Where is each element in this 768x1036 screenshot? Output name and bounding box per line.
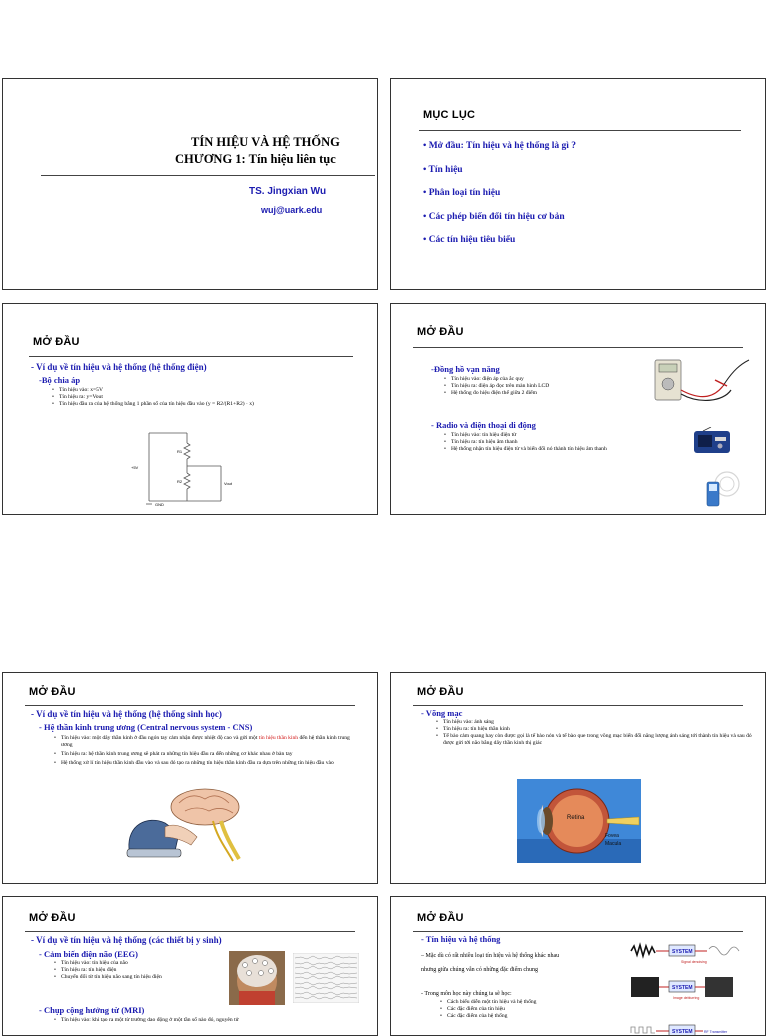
- contents-item: • Mở đầu: Tín hiệu và hệ thống là gì ?: [423, 141, 577, 151]
- heading-rule: [29, 356, 353, 357]
- bullet-item: • Tín hiệu vào: tín hiệu điện từ: [451, 432, 701, 439]
- contents-item: • Phân loại tín hiệu: [423, 188, 501, 198]
- retina-label: Retina: [567, 815, 585, 821]
- system-box-label: SYSTEM: [672, 1029, 693, 1035]
- bullet-item: [61, 735, 361, 749]
- bullet-list: [51, 735, 361, 767]
- signals-heading: - Tín hiệu và hệ thống: [421, 934, 501, 944]
- radio-image: [693, 427, 731, 455]
- circuit-vout-label: Vout: [224, 481, 233, 486]
- bullet-item: • Các đặc điểm của hệ thống: [447, 1013, 647, 1020]
- bullet-item: • Tín hiệu vào: tín hiệu của não: [61, 960, 241, 967]
- eye-anatomy-image: [517, 779, 641, 863]
- circuit-gnd-label: GND: [155, 502, 164, 507]
- divider-formula: (y = R2/(R1+R2) · x): [205, 401, 254, 407]
- bullet-item: • Tín hiệu ra: y=Vout: [59, 394, 359, 401]
- circuit-source-label: +5V: [131, 465, 139, 470]
- highlight-text: tín hiệu thần kinh: [258, 735, 299, 741]
- macula-label: Macula: [605, 841, 622, 847]
- diagram-caption: Image deblurring: [673, 996, 700, 1000]
- mri-bullets: [51, 1017, 361, 1024]
- slide-heading: MỤC LỤC: [423, 109, 476, 121]
- slide-biomedical: [2, 896, 378, 1036]
- heading-rule: [413, 931, 743, 932]
- example-heading: - Ví dụ về tín hiệu và hệ thống (các thiết bị y sinh): [31, 935, 222, 945]
- system-box-label: SYSTEM: [672, 949, 693, 955]
- author-email: wuj@uark.edu: [261, 205, 323, 215]
- multimeter-heading: -Đồng hồ vạn năng: [431, 364, 500, 374]
- example-subheading: - Hệ thần kinh trung ương (Central nervous system - CNS): [39, 722, 253, 732]
- mri-heading: - Chụp cộng hưởng từ (MRI): [39, 1005, 145, 1015]
- bullet-item: • Hệ thống đo hiệu điện thế giữa 2 điểm: [451, 390, 651, 397]
- slide-nervous-system: [2, 672, 378, 884]
- heading-rule: [25, 931, 355, 932]
- example-subheading: -Bộ chia áp: [39, 375, 81, 385]
- slide-retina: [390, 672, 766, 884]
- circuit-r2-label: R2: [177, 479, 183, 484]
- bullet-item: • Tín hiệu vào: khi tạo ra một từ trường dao động ở một tần số nào đó, nguyên tử: [61, 1017, 361, 1024]
- bullet-item: • Tín hiệu ra: hệ thần kinh trung ương sẽ phát ra những tín hiệu đầu ra đến những cơ khác nhau ở bàn tay: [61, 751, 361, 758]
- bullet-item: • Cách biểu diễn một tín hiệu và hệ thống: [447, 999, 647, 1006]
- contents-item: • Các tín hiệu tiêu biểu: [423, 235, 516, 245]
- bullet-text: đến hệ thần kinh trung ương: [61, 735, 350, 748]
- heading-rule: [419, 130, 741, 131]
- slide-heading: MỞ ĐẦU: [29, 686, 76, 698]
- bullet-item: • Tín hiệu ra: tín hiệu điện: [61, 967, 241, 974]
- author-name: TS. Jingxian Wu: [249, 186, 327, 197]
- bullet-item: • Các đặc điểm của tín hiệu: [447, 1006, 647, 1013]
- multimeter-image: [653, 356, 751, 404]
- heading-rule: [413, 705, 743, 706]
- bullet-text: Tín hiệu đầu ra của hệ thống bằng 1 phần số của tín hiệu đầu vào: [59, 401, 205, 407]
- slide-heading: MỞ ĐẦU: [417, 326, 464, 338]
- bullet-item: • Tế bào cảm quang hay còn được gọi là tế bào nón và tế bào que trong võng mạc biến đổi năng lượng ánh sáng tới thành tín hiệu và sau đó được gửi tới não bằng dây thần kinh thị giác: [443, 733, 753, 747]
- heading-rule: [25, 705, 355, 706]
- bullet-item: • Tín hiệu ra: điện áp đọc trên màn hình LCD: [451, 383, 651, 390]
- slide-multimeter-radio: [390, 303, 766, 515]
- intro-line1: – Mặc dù có rất nhiều loại tín hiệu và hệ thống khác nhau: [421, 953, 560, 959]
- diagram-caption: RF Transmitter: [704, 1030, 728, 1034]
- slide-title-line1: TÍN HIỆU VÀ HỆ THỐNG: [191, 135, 340, 149]
- bullet-item: • Tín hiệu ra: tín hiệu âm thanh: [451, 439, 701, 446]
- course-topics: [437, 999, 647, 1020]
- intro-line2: nhưng giữa chúng vẫn có những đặc điểm chung: [421, 967, 539, 973]
- system-diagrams: [629, 941, 747, 1036]
- slide-heading: MỞ ĐẦU: [33, 336, 80, 348]
- retina-heading: - Võng mạc: [421, 708, 463, 718]
- bullet-list: [49, 387, 359, 408]
- slide-contents: [390, 78, 766, 290]
- bullet-item: • Hệ thống xử lí tín hiệu thần kinh đầu vào và sau đó tạo ra những tín hiệu thần kinh đầu ra dựa trên những tín hiệu đầu vào: [61, 760, 361, 767]
- voltage-divider-circuit: [129, 427, 239, 507]
- diagram-caption: Signal denoising: [681, 960, 707, 964]
- bullet-item: • Tín hiệu ra: tín hiệu thần kinh: [443, 726, 753, 733]
- eeg-waveform-chart: [293, 953, 359, 1003]
- eeg-heading: - Cảm biến điện não (EEG): [39, 949, 138, 959]
- slide-heading: MỞ ĐẦU: [29, 912, 76, 924]
- mobile-phone-image: [701, 468, 741, 508]
- slide-heading: MỞ ĐẦU: [417, 686, 464, 698]
- system-box-label: SYSTEM: [672, 985, 693, 991]
- contents-item: • Tín hiệu: [423, 164, 463, 175]
- contents-list: [423, 141, 576, 259]
- example-heading: - Ví dụ về tín hiệu và hệ thống (hệ thống điện): [31, 362, 207, 372]
- slide-heading: MỞ ĐẦU: [417, 912, 464, 924]
- example-heading: - Ví dụ về tín hiệu và hệ thống (hệ thống sinh học): [31, 709, 222, 719]
- bullet-item: • Tín hiệu vào: ánh sáng: [443, 719, 753, 726]
- contents-item: • Các phép biến đổi tín hiệu cơ bản: [423, 211, 565, 222]
- fovea-label: Fovea: [605, 833, 619, 839]
- slide-voltage-divider: [2, 303, 378, 515]
- slide-title-line2: CHƯƠNG 1: Tín hiệu liên tục: [175, 152, 336, 166]
- bullet-item: • Tín hiệu vào: x=5V: [59, 387, 359, 394]
- bullet-item: • Hệ thống nhận tín hiệu điện từ và biến đổi nó thành tín hiệu âm thanh: [451, 446, 701, 453]
- slide-title: [2, 78, 378, 290]
- multimeter-bullets: [441, 376, 651, 397]
- bullet-item: • Tín hiệu vào: điện áp của ắc quy: [451, 376, 651, 383]
- nervous-system-illustration: [121, 785, 251, 865]
- slide-signals-systems: [390, 896, 766, 1036]
- eeg-bullets: [51, 960, 241, 981]
- bullet-item: • Chuyển đổi từ tín hiệu não sang tín hiệu điện: [61, 974, 241, 981]
- radio-bullets: [441, 432, 701, 453]
- course-intro: - Trong môn học này chúng ta sẽ học:: [421, 991, 512, 997]
- heading-rule: [413, 347, 743, 348]
- title-rule: [41, 175, 375, 176]
- circuit-r1-label: R1: [177, 449, 183, 454]
- bullet-list: [433, 719, 753, 747]
- radio-heading: - Radio và điện thoại di động: [431, 420, 536, 430]
- bullet-item: [59, 401, 359, 408]
- bullet-text: Tín hiệu vào: một dây thần kinh ở đầu ngón tay cảm nhận được nhiệt độ cao và gửi một: [61, 735, 258, 741]
- eeg-cap-photo: [229, 951, 285, 1005]
